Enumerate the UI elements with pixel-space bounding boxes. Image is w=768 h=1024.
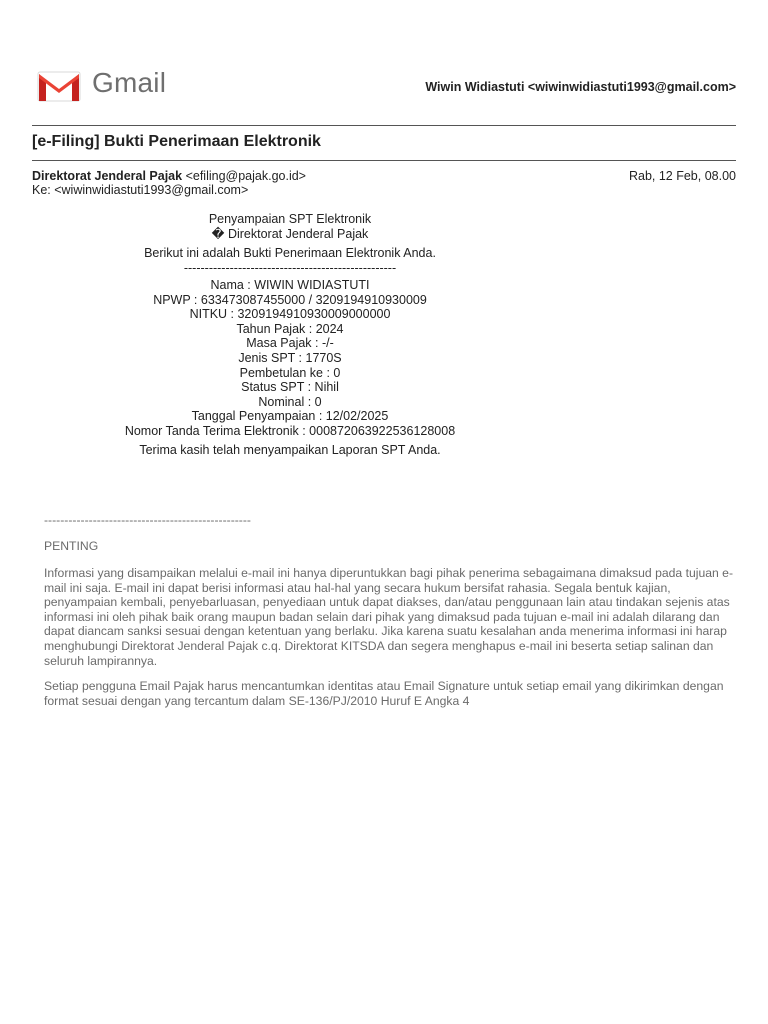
account-label: Wiwin Widiastuti <wiwinwidiastuti1993@gmail.com> [425, 80, 736, 94]
footer-divider: --------------------------------------------------- [44, 513, 251, 527]
field-nominal: Nominal : 0 [258, 394, 322, 409]
field-status-spt: Status SPT : Nihil [241, 380, 339, 395]
sender [32, 169, 306, 183]
gmail-logo [37, 67, 169, 104]
field-tahun-pajak: Tahun Pajak : 2024 [236, 321, 344, 336]
body-divider: --------------------------------------------------- [183, 260, 397, 275]
gmail-wordmark: Gmail [92, 67, 167, 98]
gmail-envelope-icon [37, 70, 81, 102]
field-masa-pajak: Masa Pajak : -/- [246, 336, 334, 351]
intro-line: Penyampaian SPT Elektronik [208, 212, 372, 226]
field-tanggal-penyampaian: Tanggal Penyampaian : 12/02/2025 [191, 409, 389, 424]
lead-block [0, 246, 580, 275]
field-nitku: NITKU : 3209194910930009000000 [189, 307, 391, 322]
sender-name: Direktorat Jenderal Pajak [32, 169, 183, 183]
footer-heading: PENTING [44, 539, 99, 553]
recipient: Ke: <wiwinwidiastuti1993@gmail.com> [32, 183, 249, 197]
email-subject: [e-Filing] Bukti Penerimaan Elektronik [32, 133, 321, 150]
field-nama: Nama : WIWIN WIDIASTUTI [210, 278, 370, 292]
header-divider [32, 125, 736, 126]
field-npwp: NPWP : 633473087455000 / 3209194910930009 [153, 292, 427, 307]
lead-line: Berikut ini adalah Bukti Penerimaan Elektronik Anda. [144, 246, 436, 260]
intro-line: � Direktorat Jenderal Pajak [211, 226, 369, 241]
sender-address: <efiling@pajak.go.id> [185, 169, 306, 183]
thanks-line: Terima kasih telah menyampaikan Laporan SPT Anda. [139, 443, 441, 457]
field-pembetulan: Pembetulan ke : 0 [239, 365, 341, 380]
email-date: Rab, 12 Feb, 08.00 [628, 169, 736, 183]
signature-notice-paragraph: Setiap pengguna Email Pajak harus mencantumkan identitas atau Email Signature untuk setiap email yang dikirimkan dengan format sesuai dengan yang tercantum dalam SE-136/PJ/2010 Huruf E Angka 4 [44, 679, 724, 708]
receipt-fields [0, 278, 580, 439]
field-jenis-spt: Jenis SPT : 1770S [238, 350, 342, 365]
subject-divider [32, 160, 736, 161]
field-nomor-tanda-terima: Nomor Tanda Terima Elektronik : 000872063922536128008 [124, 423, 456, 438]
intro-block [0, 212, 580, 241]
disclaimer-paragraph: Informasi yang disampaikan melalui e-mail ini hanya diperuntukkan bagi pihak penerima sebagaimana dimaksud pada tujuan e-mail ini saja. E-mail ini dapat berisi informasi atau hal-hal yang secara hukum bersifat rahasia. Segala bentuk kajian, penyampaian kembali, penyebarluasan, penyediaan untuk dapat diakses, dan/atau penggunaan lain atau tindakan sejenis atas informasi ini oleh pihak baik orang maupun badan selain dari pihak yang dimaksud pada tujuan e-mail ini adalah dilarang dan dapat diancam sanksi sesuai dengan ketentuan yang berlaku. Jika karena suatu kesalahan anda menerima informasi ini harap menghubungi Direktorat Jenderal Pajak c.q. Direktorat KITSDA dan segera menghapus e-mail ini beserta setiap salinan dan seluruh lampirannya. [44, 566, 733, 668]
